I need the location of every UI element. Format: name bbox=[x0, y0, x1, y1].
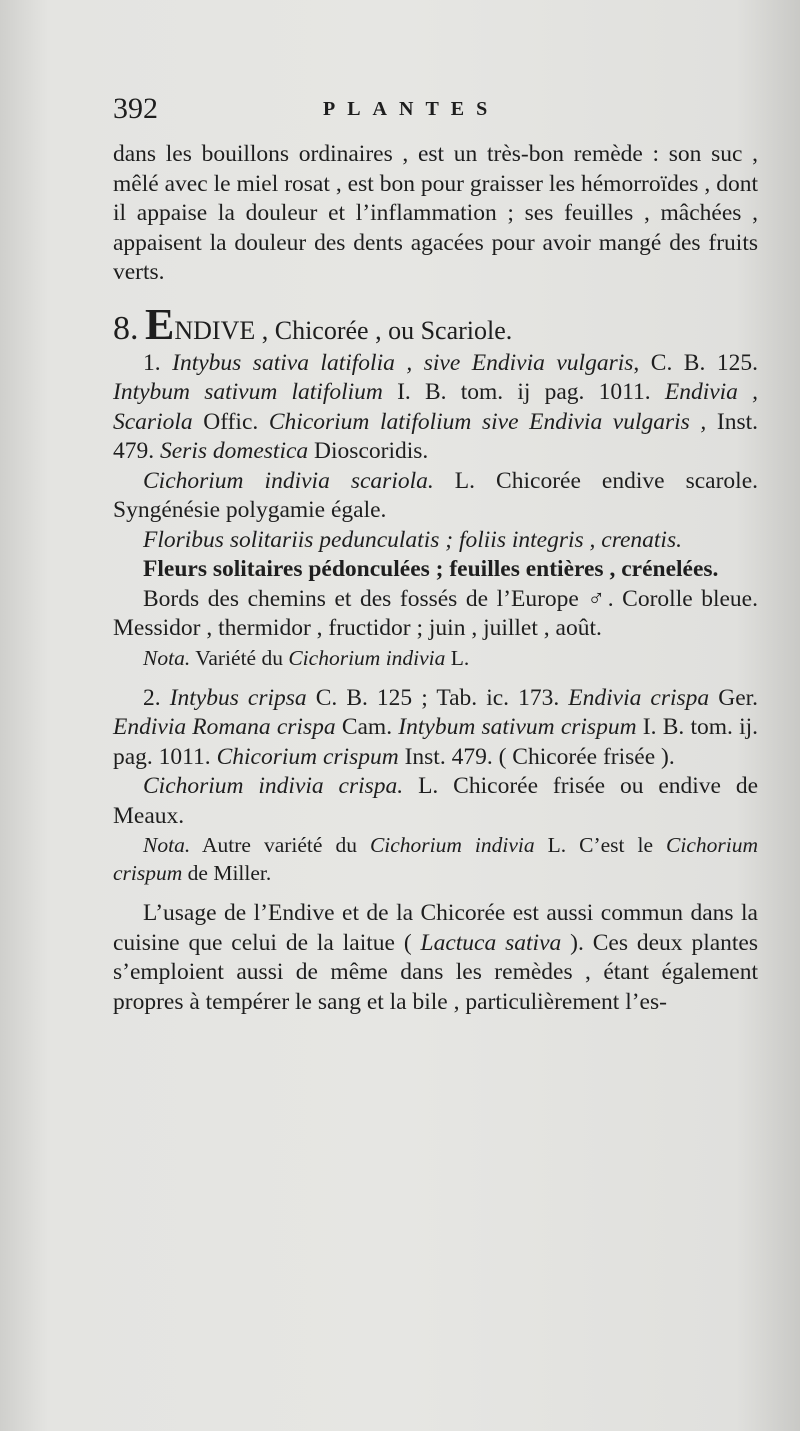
nota-text: Variété du bbox=[195, 645, 283, 670]
nota-1 bbox=[113, 644, 758, 672]
synonym-ref: Inst. 479. ( Chicorée frisée ). bbox=[404, 743, 675, 770]
linnaean-common: L. Chicorée endive scarole. Syngénésie polygamie égale. bbox=[113, 467, 758, 523]
section-title-tail: , Chicorée , ou Scariole. bbox=[261, 315, 513, 345]
nota-text: de Miller. bbox=[187, 861, 272, 885]
synonym-ref: Inst. 479. bbox=[113, 408, 758, 464]
nota-taxon: Cichorium indivia bbox=[369, 833, 535, 857]
synonym-number: 1. bbox=[143, 349, 161, 376]
habitat-flowering: Bords des chemins et des fossés de l’Europe ♂. Corolle bleue. Messidor , thermidor , fructidor ; juin , juillet , août. bbox=[113, 585, 758, 641]
usage-text: L’usage de l’Endive et de la Chicorée est aussi commun dans la cuisine que celui de la laitue ( bbox=[113, 900, 758, 956]
usage-text: ). Ces deux plantes s’emploient aussi de même dans les remèdes , étant également propres à tempérer le sang et la bile , particulièrement l’es- bbox=[113, 929, 759, 1015]
synonym-ref: , C. B. 125. bbox=[633, 349, 758, 376]
nota-text: L. bbox=[450, 645, 470, 670]
running-title: PLANTES bbox=[323, 98, 500, 120]
page-header bbox=[113, 92, 753, 132]
nota-taxon: Cichorium indivia bbox=[288, 645, 446, 670]
synonym-text: Endivia , Scariola bbox=[113, 379, 759, 435]
synonym-text: Seris domestica bbox=[160, 438, 309, 464]
section-dropcap: E bbox=[145, 299, 175, 349]
french-description: Fleurs solitaires pédonculées ; feuilles entières , crénelées. bbox=[143, 556, 719, 582]
section-heading bbox=[113, 299, 758, 349]
linnaean-name-2 bbox=[113, 772, 758, 831]
synonym-text: Intybus cripsa bbox=[169, 684, 307, 711]
synonyms-1 bbox=[113, 349, 758, 467]
synonym-text: Endivia Romana crispa bbox=[113, 714, 336, 740]
synonym-text: Chicorium crispum bbox=[216, 743, 399, 770]
synonym-ref: I. B. tom. ij. pag. 1011. bbox=[113, 714, 759, 770]
synonym-ref: Offic. bbox=[203, 408, 259, 435]
synonym-text: Intybum sativum crispum bbox=[398, 714, 637, 740]
page-number: 392 bbox=[113, 92, 158, 125]
usage-paragraph bbox=[113, 899, 758, 1017]
linnaean-binomial: Cichorium indivia crispa. bbox=[143, 773, 404, 799]
synonym-text: Intybus sativa latifolia , sive Endivia vulgaris bbox=[172, 349, 634, 376]
synonym-ref: I. B. tom. ij pag. 1011. bbox=[397, 379, 651, 405]
synonym-ref: Ger. bbox=[718, 684, 759, 711]
nota-label: Nota. bbox=[143, 645, 191, 670]
linnaean-name-1 bbox=[113, 467, 758, 526]
latin-description: Floribus solitariis pedunculatis ; foliis integris , crenatis. bbox=[143, 526, 682, 553]
synonym-ref: C. B. 125 ; Tab. ic. 173. bbox=[315, 684, 560, 711]
synonym-text: Intybum sativum latifolium bbox=[113, 379, 383, 405]
intro-paragraph: dans les bouillons ordinaires , est un très-bon remède : son suc , mêlé avec le miel rosat , est bon pour graisser les hémorroïdes , dont il appaise la douleur et l’inflammation ; ses feuilles , mâchées , appaisent la douleur des dents agacées pour avoir mangé des fruits verts. bbox=[113, 141, 758, 285]
linnaean-binomial: Cichorium indivia scariola. bbox=[143, 467, 434, 494]
synonym-ref: Cam. bbox=[341, 714, 393, 740]
nota-text: L. C’est le bbox=[547, 833, 654, 857]
usage-taxon: Lactuca sativa bbox=[420, 929, 562, 956]
synonym-ref: Dioscoridis. bbox=[314, 438, 429, 464]
synonym-text: Chicorium latifolium sive Endivia vulgaris , bbox=[268, 408, 707, 435]
nota-2 bbox=[113, 831, 758, 887]
synonyms-2 bbox=[113, 684, 758, 773]
nota-label: Nota. bbox=[143, 833, 191, 857]
nota-text: Autre variété du bbox=[202, 833, 357, 857]
section-number: 8. bbox=[113, 309, 139, 347]
section-title: NDIVE bbox=[174, 315, 256, 345]
synonym-text: Endivia crispa bbox=[568, 684, 710, 711]
nota-taxon: Cichorium crispum bbox=[113, 833, 759, 885]
synonym-number: 2. bbox=[143, 684, 161, 711]
page-body bbox=[113, 140, 758, 1017]
linnaean-common: L. Chicorée frisée ou endive de Meaux. bbox=[113, 773, 759, 829]
